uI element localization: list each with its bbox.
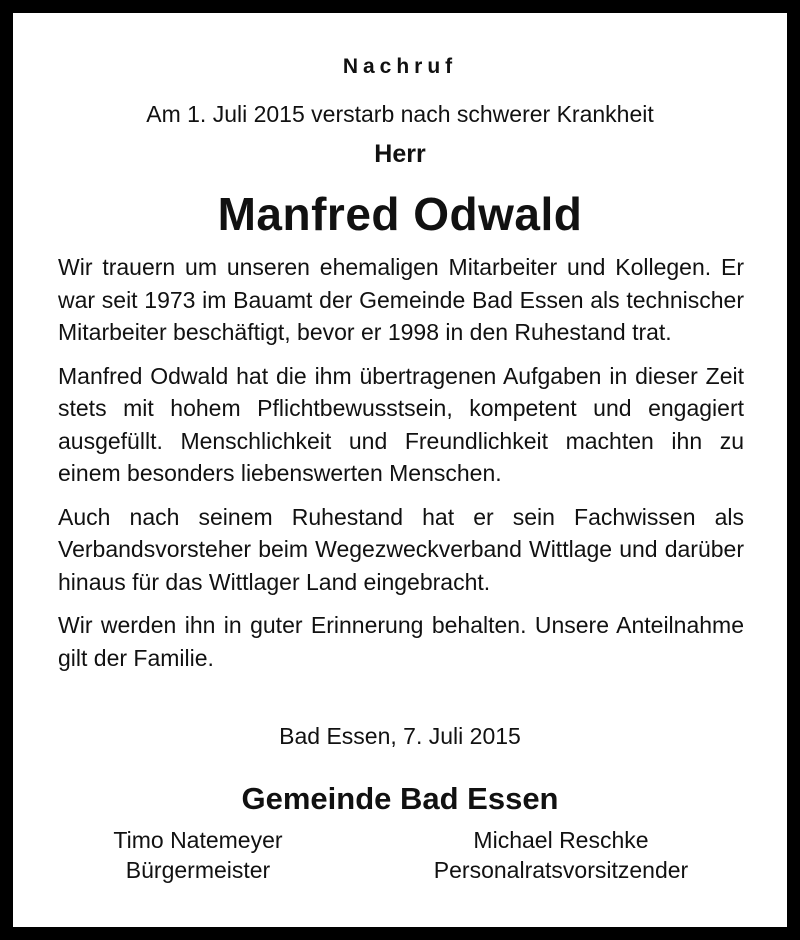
organization-name: Gemeinde Bad Essen [241,781,559,816]
signatory-left [48,825,348,885]
signatory-title: Bürgermeister [125,857,271,883]
obituary-text [58,251,744,685]
signatory-right [411,825,711,885]
paragraph: Wir trauern um unseren ehemaligen Mitarbeiter und Kollegen. Er war seit 1973 im Bauamt der Gemeinde Bad Essen als technischer Mitarbeiter beschäftigt, bevor er 1998 in den Ruhestand trat. [58,254,744,345]
deceased-name: Manfred Odwald [217,188,583,240]
paragraph: Wir werden ihn in guter Erinnerung behalten. Unsere Anteilnahme gilt der Familie. [58,612,744,671]
paragraph: Manfred Odwald hat die ihm übertragenen Aufgaben in dieser Zeit stets mit hohem Pflichtbewusstsein, kompetent und engagiert ausgefüllt. Menschlichkeit und Freundlichkeit machten ihn zu einem besonders liebenswerten Menschen. [58,362,744,486]
signatory-title: Personalratsvorsitzender [433,857,689,883]
signatory-name: Timo Natemeyer [113,827,283,853]
paragraph: Auch nach seinem Ruhestand hat er sein Fachwissen als Verbandsvorsteher beim Wegezweckverband Wittlage und darüber hinaus für das Wittlager Land eingebracht. [58,503,744,595]
notice-heading: Nachruf [342,55,458,78]
intro-line: Am 1. Juli 2015 verstarb nach schwerer Krankheit [146,101,654,127]
place-date: Bad Essen, 7. Juli 2015 [279,723,521,749]
salutation: Herr [374,140,426,168]
signatory-name: Michael Reschke [473,827,649,853]
